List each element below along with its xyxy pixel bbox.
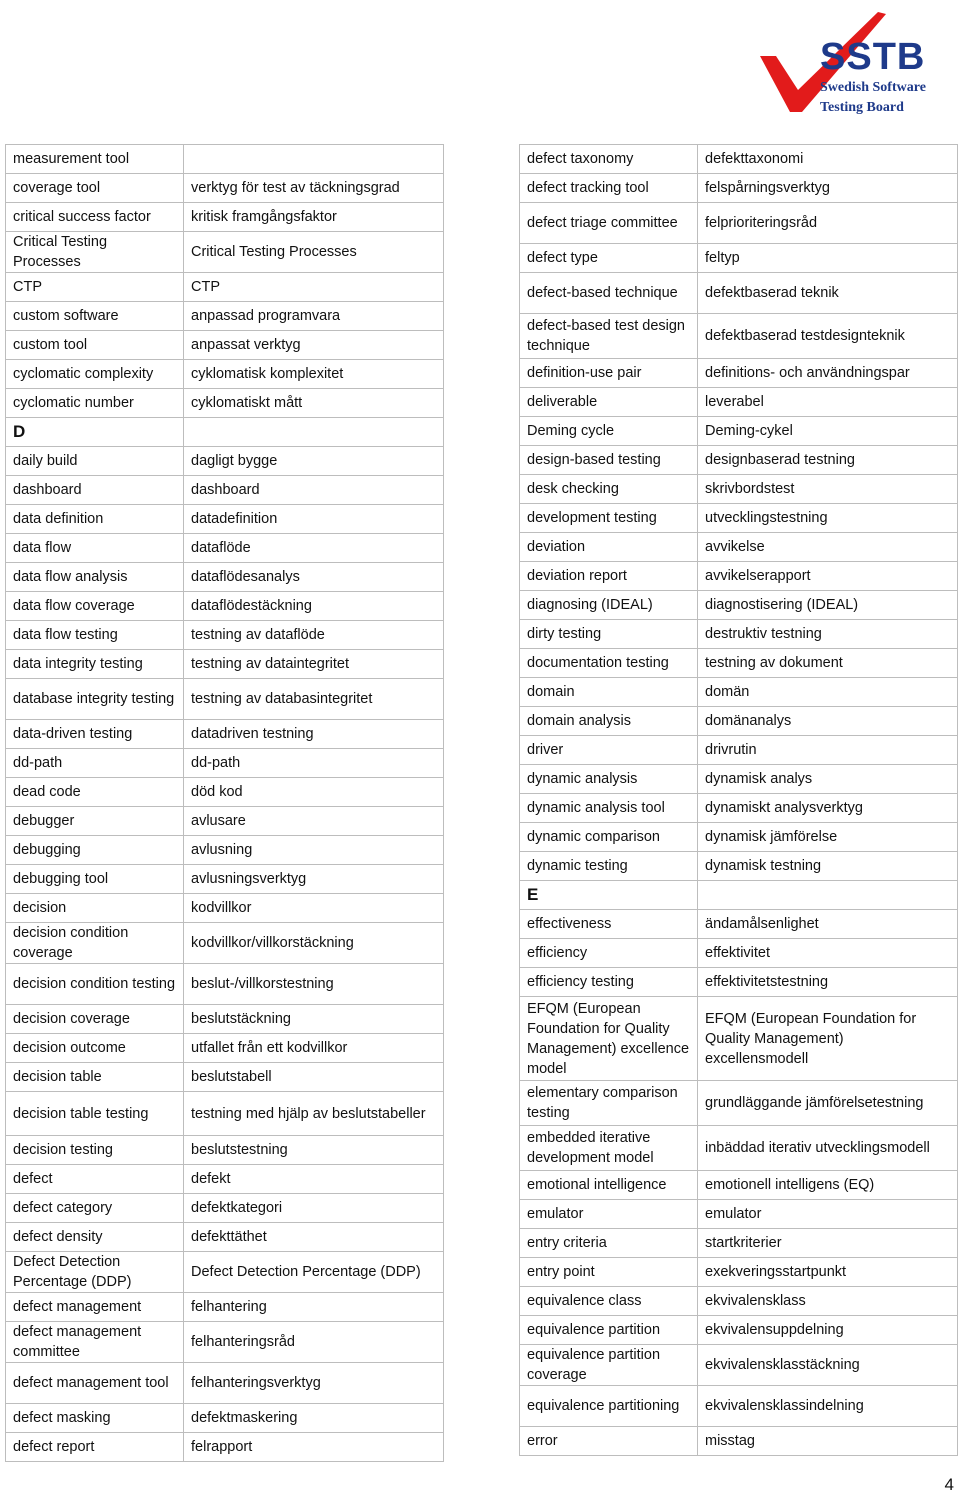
swedish-term: dashboard [184, 476, 444, 505]
swedish-term [698, 881, 958, 910]
english-term: dd-path [6, 749, 184, 778]
english-term: Deming cycle [520, 417, 698, 446]
english-term: debugging tool [6, 865, 184, 894]
english-term: defect tracking tool [520, 174, 698, 203]
swedish-term: beslutstestning [184, 1136, 444, 1165]
swedish-term: dagligt bygge [184, 447, 444, 476]
glossary-row [520, 649, 958, 678]
swedish-term: dataflödesanalys [184, 563, 444, 592]
glossary-row [520, 1345, 958, 1386]
swedish-term: dynamisk analys [698, 765, 958, 794]
english-term: efficiency [520, 939, 698, 968]
swedish-term: Deming-cykel [698, 417, 958, 446]
english-term: diagnosing (IDEAL) [520, 591, 698, 620]
glossary-row [520, 314, 958, 359]
glossary-row [6, 592, 444, 621]
swedish-term: felhantering [184, 1293, 444, 1322]
swedish-term: cyklomatiskt mått [184, 389, 444, 418]
english-term: defect category [6, 1194, 184, 1223]
swedish-term: feltyp [698, 244, 958, 273]
glossary-row [6, 1404, 444, 1433]
swedish-term: skrivbordstest [698, 475, 958, 504]
swedish-term: domänanalys [698, 707, 958, 736]
english-term: defect management [6, 1293, 184, 1322]
swedish-term: inbäddad iterativ utvecklingsmodell [698, 1126, 958, 1171]
english-term: emotional intelligence [520, 1171, 698, 1200]
glossary-table-right [519, 144, 958, 1456]
glossary-row [6, 505, 444, 534]
english-term: defect report [6, 1433, 184, 1462]
swedish-term: avvikelserapport [698, 562, 958, 591]
swedish-term: defektbaserad testdesignteknik [698, 314, 958, 359]
glossary-row [520, 736, 958, 765]
glossary-row [520, 591, 958, 620]
glossary-row [6, 273, 444, 302]
glossary-row [6, 1433, 444, 1462]
swedish-term: verktyg för test av täckningsgrad [184, 174, 444, 203]
swedish-term: Critical Testing Processes [184, 232, 444, 273]
glossary-row [520, 1316, 958, 1345]
english-term: coverage tool [6, 174, 184, 203]
english-term: CTP [6, 273, 184, 302]
english-term: decision testing [6, 1136, 184, 1165]
glossary-row [520, 203, 958, 244]
swedish-term: misstag [698, 1427, 958, 1456]
glossary-row [520, 475, 958, 504]
english-term: decision outcome [6, 1034, 184, 1063]
glossary-row [6, 778, 444, 807]
english-term: equivalence partitioning [520, 1386, 698, 1427]
swedish-term: avlusning [184, 836, 444, 865]
page-number: 4 [944, 1475, 954, 1494]
glossary-row [6, 679, 444, 720]
glossary-row [6, 836, 444, 865]
glossary-row [6, 1092, 444, 1136]
glossary-row [6, 1063, 444, 1092]
section-letter-heading: D [6, 418, 184, 447]
swedish-term: EFQM (European Foundation for Quality Management) excellensmodell [698, 997, 958, 1081]
glossary-row [6, 865, 444, 894]
swedish-term: dd-path [184, 749, 444, 778]
english-term: deliverable [520, 388, 698, 417]
english-term: equivalence class [520, 1287, 698, 1316]
logo-subtitle-2: Testing Board [820, 100, 904, 115]
swedish-term: emulator [698, 1200, 958, 1229]
section-letter-heading: E [520, 881, 698, 910]
swedish-term: grundläggande jämförelsetestning [698, 1081, 958, 1126]
glossary-row [6, 1322, 444, 1363]
swedish-term: startkriterier [698, 1229, 958, 1258]
swedish-term: död kod [184, 778, 444, 807]
swedish-term: avlusningsverktyg [184, 865, 444, 894]
swedish-term: ekvivalensklassindelning [698, 1386, 958, 1427]
english-term: emulator [520, 1200, 698, 1229]
swedish-term: defektmaskering [184, 1404, 444, 1433]
swedish-term: felrapport [184, 1433, 444, 1462]
english-term: dynamic analysis [520, 765, 698, 794]
glossary-row [520, 794, 958, 823]
swedish-term: kodvillkor/villkorstäckning [184, 923, 444, 964]
swedish-term: designbaserad testning [698, 446, 958, 475]
glossary-row [520, 881, 958, 910]
swedish-term: defektbaserad teknik [698, 273, 958, 314]
swedish-term: effektivitetstestning [698, 968, 958, 997]
english-term: decision table [6, 1063, 184, 1092]
glossary-row [520, 533, 958, 562]
english-term: domain analysis [520, 707, 698, 736]
logo-name: SSTB [820, 36, 926, 78]
glossary-row [6, 563, 444, 592]
glossary-row [520, 174, 958, 203]
english-term: defect-based test design technique [520, 314, 698, 359]
glossary-row [520, 852, 958, 881]
swedish-term [184, 418, 444, 447]
english-term: defect type [520, 244, 698, 273]
swedish-term: drivrutin [698, 736, 958, 765]
english-term: driver [520, 736, 698, 765]
english-term: decision condition coverage [6, 923, 184, 964]
swedish-term: testning med hjälp av beslutstabeller [184, 1092, 444, 1136]
glossary-row [520, 244, 958, 273]
swedish-term: felprioriteringsråd [698, 203, 958, 244]
english-term: debugger [6, 807, 184, 836]
swedish-term: kritisk framgångsfaktor [184, 203, 444, 232]
english-term: entry point [520, 1258, 698, 1287]
glossary-row [520, 620, 958, 649]
english-term: Critical Testing Processes [6, 232, 184, 273]
glossary-row [520, 1427, 958, 1456]
english-term: decision coverage [6, 1005, 184, 1034]
glossary-row [6, 232, 444, 273]
swedish-term: anpassad programvara [184, 302, 444, 331]
swedish-term: datadriven testning [184, 720, 444, 749]
english-term: data flow testing [6, 621, 184, 650]
english-term: cyclomatic complexity [6, 360, 184, 389]
glossary-row [520, 968, 958, 997]
swedish-term: emotionell intelligens (EQ) [698, 1171, 958, 1200]
swedish-term: defekttaxonomi [698, 145, 958, 174]
english-term: dirty testing [520, 620, 698, 649]
glossary-row [520, 1200, 958, 1229]
swedish-term: beslut-/villkorstestning [184, 964, 444, 1005]
english-term: debugging [6, 836, 184, 865]
swedish-term: defekttäthet [184, 1223, 444, 1252]
swedish-term: destruktiv testning [698, 620, 958, 649]
glossary-row [520, 562, 958, 591]
swedish-term: domän [698, 678, 958, 707]
english-term: data flow coverage [6, 592, 184, 621]
english-term: data definition [6, 505, 184, 534]
english-term: data flow analysis [6, 563, 184, 592]
swedish-term: diagnostisering (IDEAL) [698, 591, 958, 620]
english-term: effectiveness [520, 910, 698, 939]
swedish-term: kodvillkor [184, 894, 444, 923]
glossary-row [520, 823, 958, 852]
english-term: critical success factor [6, 203, 184, 232]
swedish-term: ekvivalensklasstäckning [698, 1345, 958, 1386]
glossary-row [6, 174, 444, 203]
english-term: development testing [520, 504, 698, 533]
glossary-row [520, 417, 958, 446]
english-term: data-driven testing [6, 720, 184, 749]
swedish-term: cyklomatisk komplexitet [184, 360, 444, 389]
english-term: desk checking [520, 475, 698, 504]
swedish-term: felhanteringsverktyg [184, 1363, 444, 1404]
english-term: decision [6, 894, 184, 923]
swedish-term: beslutstäckning [184, 1005, 444, 1034]
swedish-term: leverabel [698, 388, 958, 417]
english-term: defect management committee [6, 1322, 184, 1363]
glossary-row [520, 939, 958, 968]
english-term: design-based testing [520, 446, 698, 475]
swedish-term: Defect Detection Percentage (DDP) [184, 1252, 444, 1293]
swedish-term: effektivitet [698, 939, 958, 968]
glossary-row [6, 389, 444, 418]
swedish-term: defektkategori [184, 1194, 444, 1223]
glossary-row [6, 807, 444, 836]
english-term: measurement tool [6, 145, 184, 174]
english-term: dashboard [6, 476, 184, 505]
english-term: deviation report [520, 562, 698, 591]
english-term: dead code [6, 778, 184, 807]
swedish-term: definitions- och användningspar [698, 359, 958, 388]
glossary-row [6, 418, 444, 447]
glossary-row [520, 1171, 958, 1200]
swedish-term: dynamiskt analysverktyg [698, 794, 958, 823]
glossary-row [520, 765, 958, 794]
glossary-row [6, 476, 444, 505]
english-term: definition-use pair [520, 359, 698, 388]
glossary-row [6, 1005, 444, 1034]
swedish-term: testning av dataintegritet [184, 650, 444, 679]
glossary-row [520, 1126, 958, 1171]
swedish-term: utfallet från ett kodvillkor [184, 1034, 444, 1063]
glossary-table-left [5, 144, 444, 1462]
glossary-row [6, 1165, 444, 1194]
english-term: defect management tool [6, 1363, 184, 1404]
english-term: defect density [6, 1223, 184, 1252]
glossary-row [6, 1363, 444, 1404]
swedish-term: dynamisk testning [698, 852, 958, 881]
glossary-row [520, 997, 958, 1081]
english-term: dynamic testing [520, 852, 698, 881]
swedish-term: ekvivalensuppdelning [698, 1316, 958, 1345]
glossary-row [6, 621, 444, 650]
english-term: equivalence partition coverage [520, 1345, 698, 1386]
glossary-row [520, 359, 958, 388]
swedish-term: defekt [184, 1165, 444, 1194]
swedish-term [184, 145, 444, 174]
swedish-term: ekvivalensklass [698, 1287, 958, 1316]
swedish-term: anpassat verktyg [184, 331, 444, 360]
glossary-row [520, 1287, 958, 1316]
english-term: defect-based technique [520, 273, 698, 314]
glossary-row [6, 203, 444, 232]
english-term: decision condition testing [6, 964, 184, 1005]
logo-subtitle-1: Swedish Software [820, 80, 926, 95]
glossary-row [6, 145, 444, 174]
glossary-row [520, 273, 958, 314]
english-term: domain [520, 678, 698, 707]
swedish-term: testning av dokument [698, 649, 958, 678]
glossary-row [520, 1229, 958, 1258]
english-term: EFQM (European Foundation for Quality Management) excellence model [520, 997, 698, 1081]
glossary-row [6, 360, 444, 389]
english-term: data flow [6, 534, 184, 563]
swedish-term: ändamålsenlighet [698, 910, 958, 939]
glossary-row [6, 923, 444, 964]
english-term: data integrity testing [6, 650, 184, 679]
logo-text [820, 38, 956, 116]
english-term: defect [6, 1165, 184, 1194]
glossary-row [520, 678, 958, 707]
glossary-row [520, 707, 958, 736]
glossary-row [6, 447, 444, 476]
glossary-row [6, 534, 444, 563]
glossary-row [520, 145, 958, 174]
english-term: entry criteria [520, 1229, 698, 1258]
swedish-term: dataflöde [184, 534, 444, 563]
swedish-term: avlusare [184, 807, 444, 836]
glossary-row [6, 302, 444, 331]
swedish-term: testning av databasintegritet [184, 679, 444, 720]
swedish-term: beslutstabell [184, 1063, 444, 1092]
glossary-row [6, 749, 444, 778]
english-term: database integrity testing [6, 679, 184, 720]
english-term: documentation testing [520, 649, 698, 678]
swedish-term: testning av dataflöde [184, 621, 444, 650]
english-term: elementary comparison testing [520, 1081, 698, 1126]
glossary-row [6, 720, 444, 749]
swedish-term: dynamisk jämförelse [698, 823, 958, 852]
english-term: custom software [6, 302, 184, 331]
glossary-row [520, 910, 958, 939]
glossary-row [6, 650, 444, 679]
glossary-row [6, 331, 444, 360]
swedish-term: utvecklingstestning [698, 504, 958, 533]
glossary-row [520, 1386, 958, 1427]
glossary-row [6, 1223, 444, 1252]
swedish-term: exekveringsstartpunkt [698, 1258, 958, 1287]
glossary-row [6, 1293, 444, 1322]
english-term: dynamic analysis tool [520, 794, 698, 823]
english-term: error [520, 1427, 698, 1456]
swedish-term: felspårningsverktyg [698, 174, 958, 203]
english-term: defect taxonomy [520, 145, 698, 174]
glossary-row [6, 1252, 444, 1293]
glossary-row [520, 1258, 958, 1287]
english-term: efficiency testing [520, 968, 698, 997]
glossary-row [520, 1081, 958, 1126]
glossary-row [6, 1034, 444, 1063]
english-term: decision table testing [6, 1092, 184, 1136]
swedish-term: CTP [184, 273, 444, 302]
glossary-row [520, 388, 958, 417]
swedish-term: felhanteringsråd [184, 1322, 444, 1363]
glossary-row [520, 446, 958, 475]
swedish-term: datadefinition [184, 505, 444, 534]
glossary-row [6, 1194, 444, 1223]
english-term: daily build [6, 447, 184, 476]
english-term: defect masking [6, 1404, 184, 1433]
english-term: deviation [520, 533, 698, 562]
glossary-row [6, 964, 444, 1005]
english-term: embedded iterative development model [520, 1126, 698, 1171]
english-term: equivalence partition [520, 1316, 698, 1345]
english-term: cyclomatic number [6, 389, 184, 418]
glossary-row [6, 894, 444, 923]
swedish-term: avvikelse [698, 533, 958, 562]
english-term: Defect Detection Percentage (DDP) [6, 1252, 184, 1293]
swedish-term: dataflödestäckning [184, 592, 444, 621]
glossary-row [6, 1136, 444, 1165]
english-term: dynamic comparison [520, 823, 698, 852]
glossary-row [520, 504, 958, 533]
english-term: defect triage committee [520, 203, 698, 244]
english-term: custom tool [6, 331, 184, 360]
